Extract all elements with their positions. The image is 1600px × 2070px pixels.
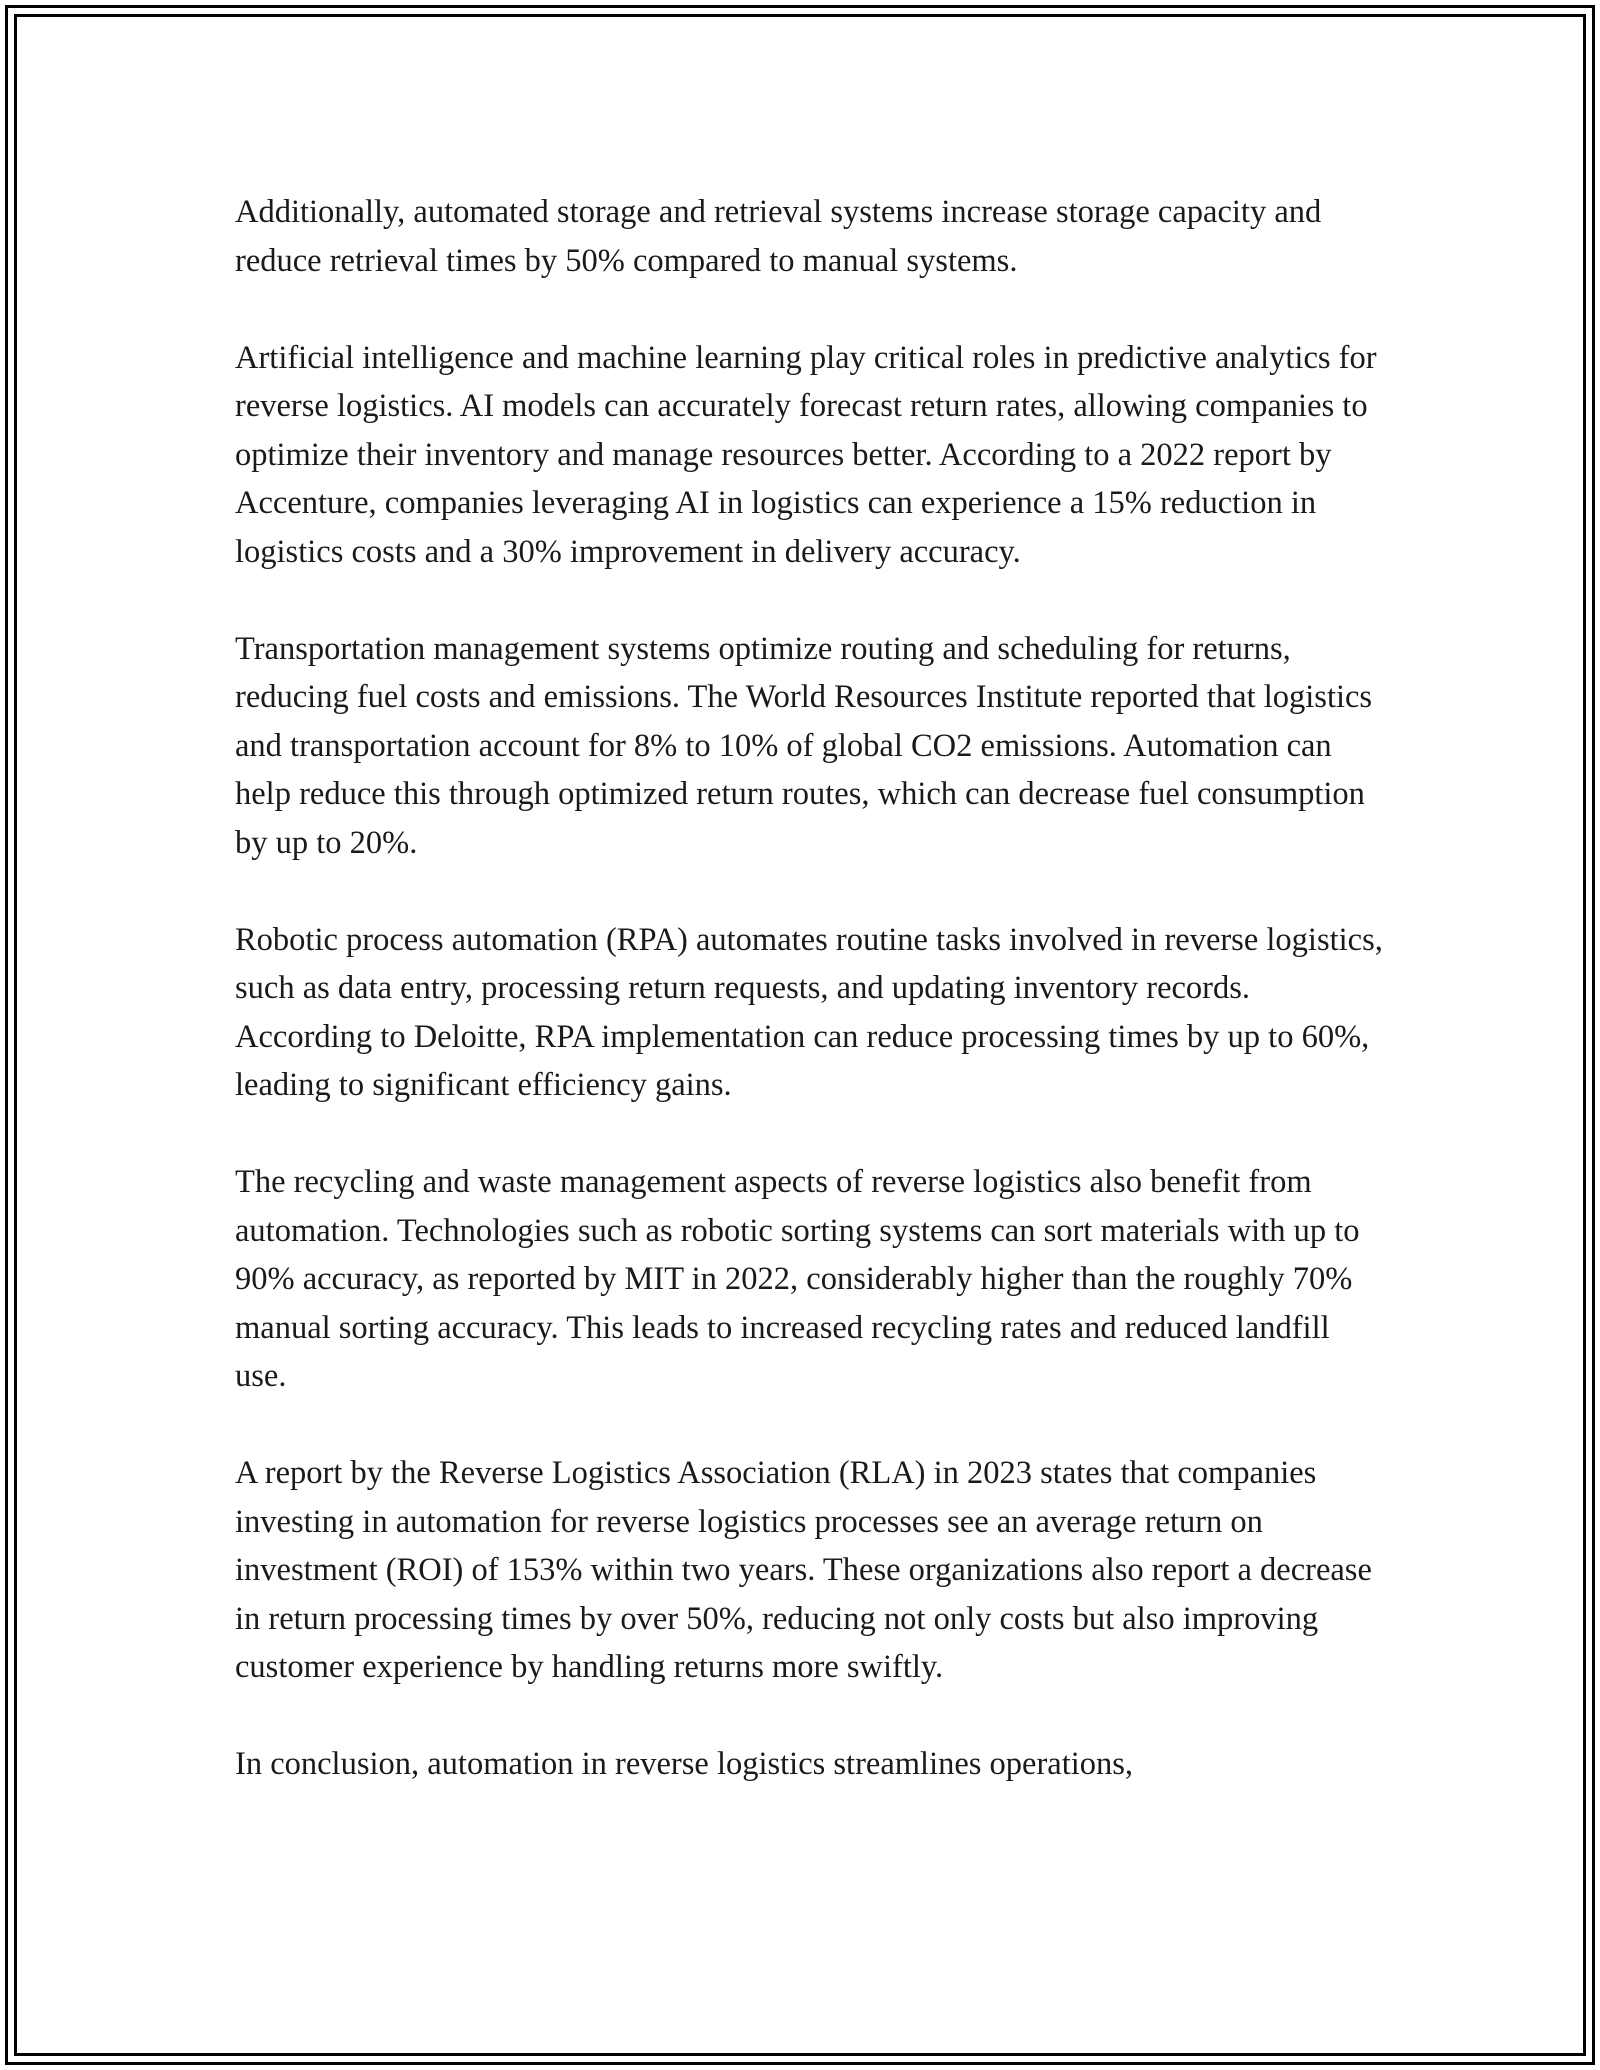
paragraph-ai-ml: Artificial intelligence and machine learning play critical roles in predictive analytics for reverse logistics. AI models can accurately forecast return rates, allowing companies to optimize their inventory and manage resources better. According to a 2022 report by Accenture, companies leveraging AI in logistics can experience a 15% reduction in logistics costs and a 30% improvement in delivery accuracy. <box>235 339 1377 570</box>
paragraph-storage-retrieval: Additionally, automated storage and retrieval systems increase storage capacity and reduce retrieval times by 50% compared to manual systems. <box>235 194 1322 279</box>
paragraph-rpa: Robotic process automation (RPA) automates routine tasks involved in reverse logistics, such as data entry, processing return requests, and updating inventory records. According to Deloitte, RPA implementation can reduce processing times by up to 60%, leading to significant efficiency gains. <box>235 921 1383 1103</box>
paragraph-conclusion: In conclusion, automation in reverse logistics streamlines operations, <box>235 1746 1134 1782</box>
paragraph-recycling: The recycling and waste management aspects of reverse logistics also benefit from automation. Technologies such as robotic sorting systems can sort materials with up to 90% accuracy, as reported by MIT in 2022, considerably higher than the roughly 70% manual sorting accuracy. This leads to increased recycling rates and reduced landfill use. <box>235 1164 1360 1394</box>
paragraph-rla-report: A report by the Reverse Logistics Association (RLA) in 2023 states that companies investing in automation for reverse logistics processes see an average return on investment (ROI) of 153% within two years. These organizations also report a decrease in return processing times by over 50%, reducing not only costs but also improving customer experience by handling returns more swiftly. <box>235 1455 1372 1685</box>
paragraph-transportation: Transportation management systems optimize routing and scheduling for returns, reducing fuel costs and emissions. The World Resources Institute reported that logistics and transportation account for 8% to 10% of global CO2 emissions. Automation can help reduce this through optimized return routes, which can decrease fuel consumption by up to 20%. <box>235 630 1373 861</box>
document-body <box>235 188 1385 1789</box>
